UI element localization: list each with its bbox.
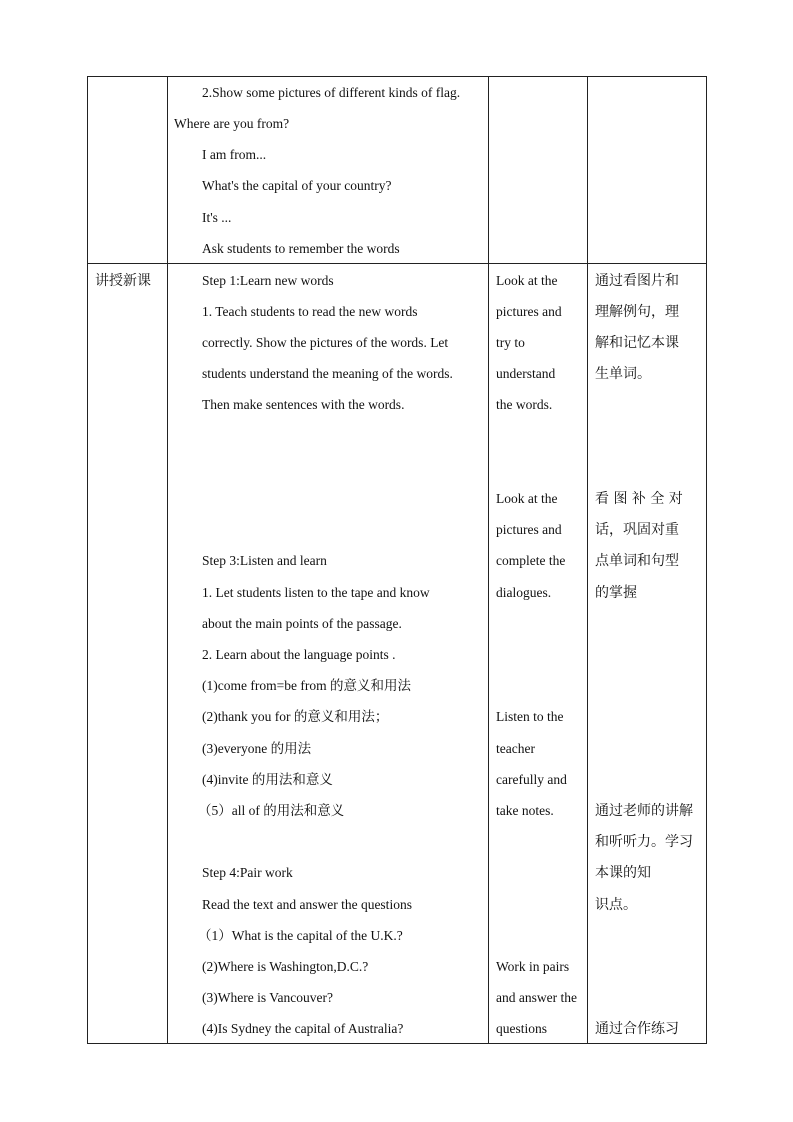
student-line: Listen to the <box>496 709 564 724</box>
process-line: Step 4:Pair work <box>202 865 293 880</box>
process-line: Where are you from? <box>174 116 290 131</box>
process-line: Ask students to remember the words <box>202 241 400 256</box>
process-line: 2.Show some pictures of different kinds of flag. <box>202 85 461 100</box>
process-line: 1. Let students listen to the tape and know <box>202 585 430 600</box>
student-line: pictures and <box>496 522 562 537</box>
column-divider <box>587 76 588 1044</box>
process-line: Step 3:Listen and learn <box>202 553 327 568</box>
process-line: about the main points of the passage. <box>202 616 402 631</box>
student-line: teacher <box>496 741 535 756</box>
process-line: (3)everyone 的用法 <box>202 741 312 756</box>
intent-line: 理解例句，理 <box>595 304 679 320</box>
process-line: students understand the meaning of the words. <box>202 366 453 381</box>
intent-line: 通过看图片和 <box>595 273 679 289</box>
student-line: understand <box>496 366 556 381</box>
process-line: Then make sentences with the words. <box>202 397 405 412</box>
intent-line: 的掌握 <box>595 585 637 601</box>
process-line: What's the capital of your country? <box>202 178 392 193</box>
process-line: (4)Is Sydney the capital of Australia? <box>202 1021 404 1036</box>
student-line: carefully and <box>496 772 567 787</box>
process-line: (3)Where is Vancouver? <box>202 990 333 1005</box>
process-line: （5）all of 的用法和意义 <box>198 803 345 818</box>
student-line: the words. <box>496 397 553 412</box>
process-line: 1. Teach students to read the new words <box>202 304 418 319</box>
student-line: Look at the <box>496 491 558 506</box>
student-line: try to <box>496 335 525 350</box>
process-line: Read the text and answer the questions <box>202 897 412 912</box>
process-line: I am from... <box>202 147 267 162</box>
process-line: It's ... <box>202 210 232 225</box>
student-line: questions <box>496 1021 548 1036</box>
row-divider <box>87 263 707 264</box>
intent-line: 生单词。 <box>595 366 651 382</box>
student-line: and answer the <box>496 990 577 1005</box>
process-line: (1)come from=be from 的意义和用法 <box>202 678 411 693</box>
intent-line: 解和记忆本课 <box>595 335 679 351</box>
intent-line: 话，巩固对重 <box>595 522 679 538</box>
column-divider <box>167 76 168 1044</box>
process-line: correctly. Show the pictures of the words. Let <box>202 335 449 350</box>
stage-label: 讲授新课 <box>95 273 151 289</box>
student-line: Work in pairs <box>496 959 570 974</box>
student-line: complete the <box>496 553 566 568</box>
intent-line: 识点。 <box>595 897 637 913</box>
student-line: take notes. <box>496 803 554 818</box>
intent-line: 点单词和句型 <box>595 553 679 569</box>
student-line: dialogues. <box>496 585 552 600</box>
process-line: (2)thank you for 的意义和用法； <box>202 709 389 724</box>
process-line: (4)invite 的用法和意义 <box>202 772 333 787</box>
intent-line: 和听听力。学习 <box>595 834 693 850</box>
intent-line: 通过合作练习 <box>595 1021 679 1037</box>
process-line: 2. Learn about the language points . <box>202 647 396 662</box>
intent-line: 通过老师的讲解 <box>595 803 693 819</box>
process-line: (2)Where is Washington,D.C.? <box>202 959 369 974</box>
student-line: pictures and <box>496 304 562 319</box>
intent-line: 看 图 补 全 对 <box>595 491 683 507</box>
intent-line: 本课的知 <box>595 865 651 881</box>
column-divider <box>488 76 489 1044</box>
process-line: Step 1:Learn new words <box>202 273 334 288</box>
process-line: （1）What is the capital of the U.K.? <box>198 928 403 943</box>
student-line: Look at the <box>496 273 558 288</box>
